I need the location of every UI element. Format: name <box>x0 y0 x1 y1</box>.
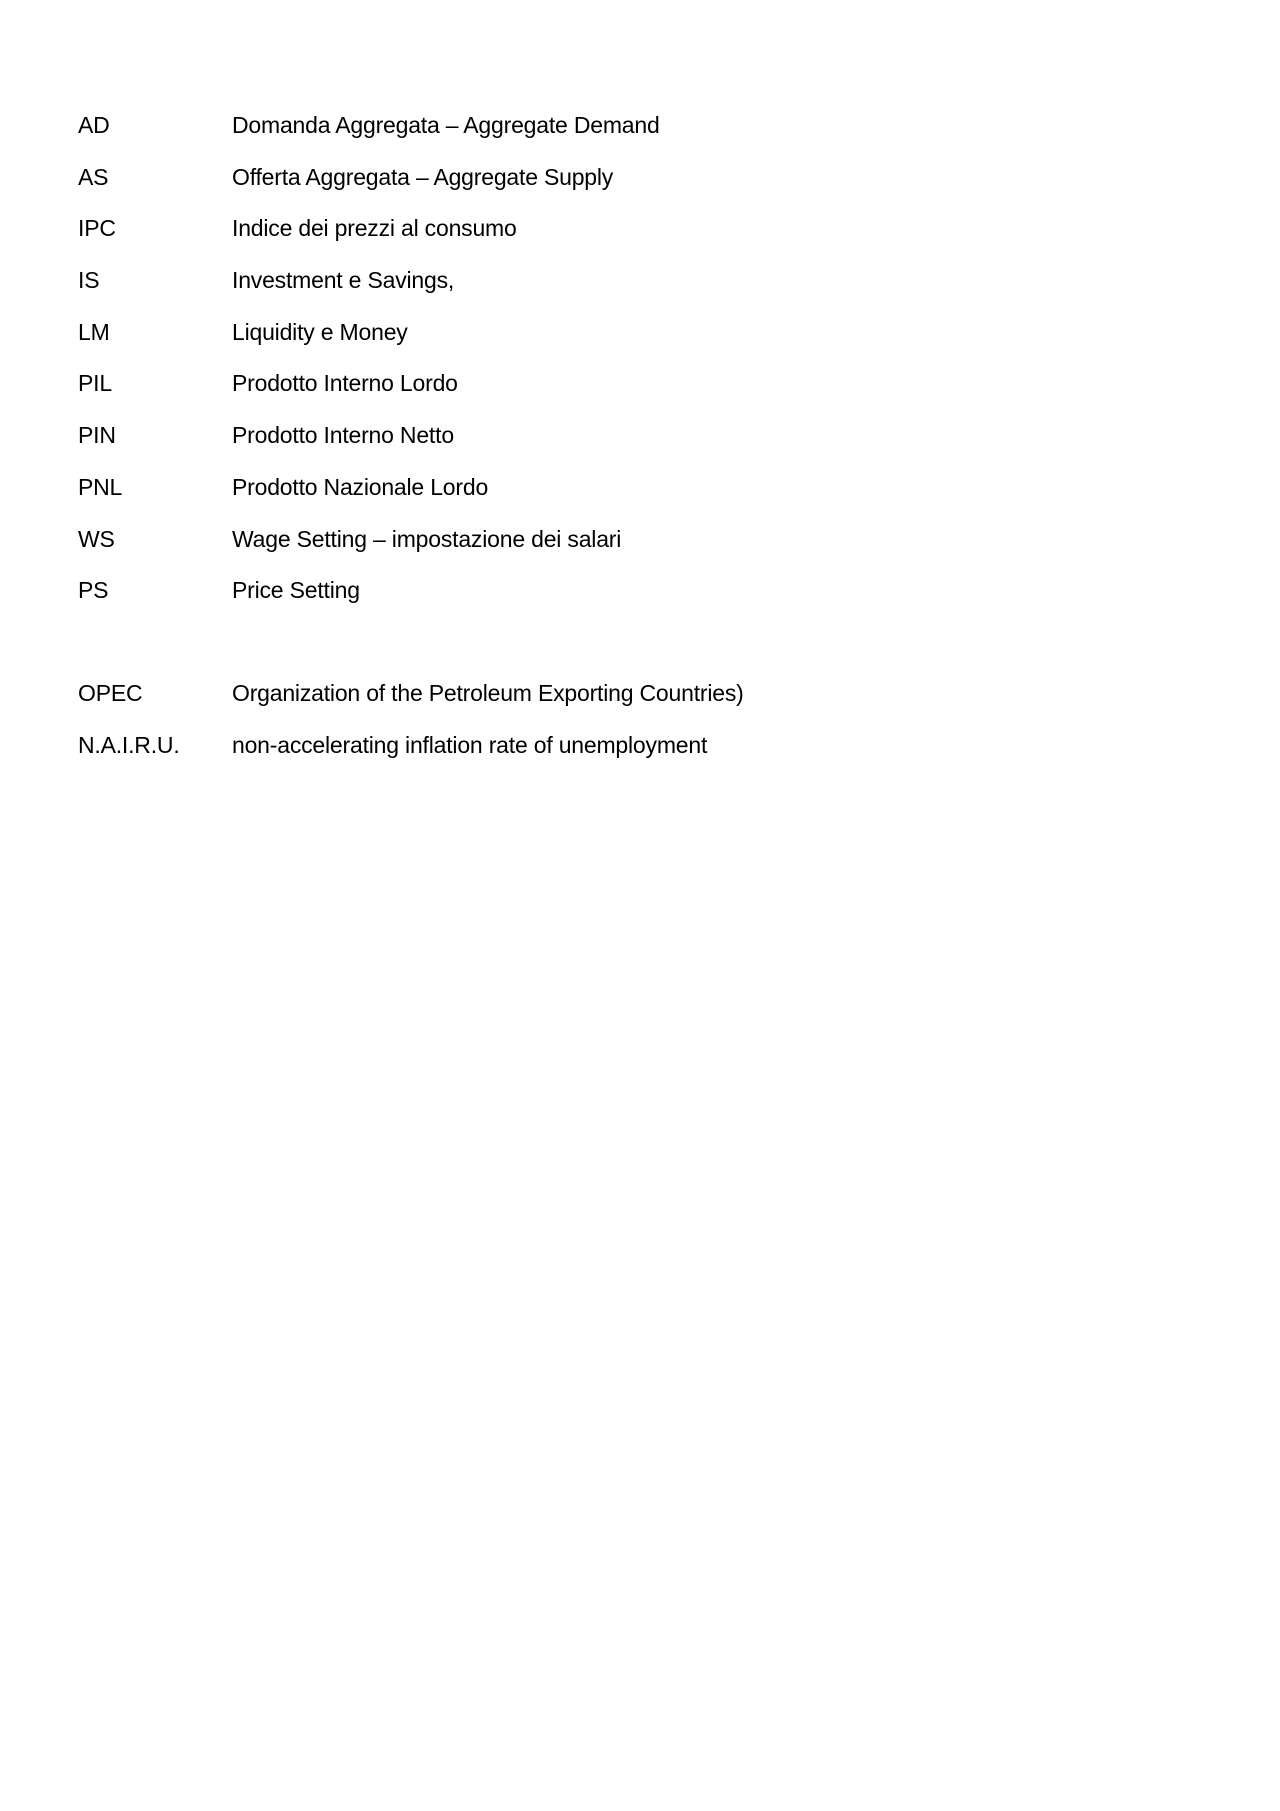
abbreviation-term: PNL <box>78 473 123 500</box>
abbreviation-row <box>78 522 1178 574</box>
abbreviation-definition: Organization of the Petroleum Exporting Countries) <box>232 679 744 706</box>
abbreviation-row <box>78 211 1178 263</box>
abbreviation-definition: Liquidity e Money <box>232 318 408 345</box>
abbreviation-definition: Prodotto Nazionale Lordo <box>232 473 489 500</box>
abbreviation-row <box>78 418 1178 470</box>
abbreviation-term: WS <box>78 525 115 552</box>
abbreviation-row <box>78 366 1178 418</box>
abbreviation-row <box>78 315 1178 367</box>
abbreviation-definition: non-accelerating inflation rate of unemployment <box>232 731 708 758</box>
abbreviation-definition: Investment e Savings, <box>232 267 455 294</box>
abbreviation-row <box>78 728 1178 780</box>
abbreviation-list <box>78 108 1178 779</box>
abbreviation-definition: Prodotto Interno Netto <box>232 422 454 449</box>
abbreviation-definition: Indice dei prezzi al consumo <box>232 215 517 242</box>
abbreviation-definition: Domanda Aggregata – Aggregate Demand <box>232 112 660 138</box>
abbreviation-definition: Offerta Aggregata – Aggregate Supply <box>232 163 614 190</box>
abbreviation-term: PIL <box>78 370 112 397</box>
abbreviation-term: AD <box>78 112 110 138</box>
abbreviation-term: LM <box>78 318 110 345</box>
abbreviation-definition: Wage Setting – impostazione dei salari <box>232 525 622 552</box>
abbreviation-term: OPEC <box>78 679 143 706</box>
blank-line <box>78 625 1178 676</box>
abbreviation-term: IPC <box>78 215 116 242</box>
abbreviation-definition: Prodotto Interno Lordo <box>232 370 458 397</box>
abbreviation-term: PS <box>78 577 109 604</box>
abbreviation-term: N.A.I.R.U. <box>78 731 180 758</box>
abbreviation-row <box>78 263 1178 315</box>
abbreviation-row <box>78 573 1178 625</box>
abbreviation-row <box>78 676 1178 728</box>
abbreviation-term: AS <box>78 163 109 190</box>
abbreviation-term: IS <box>78 267 100 294</box>
abbreviation-term: PIN <box>78 422 116 449</box>
abbreviation-definition: Price Setting <box>232 577 360 604</box>
abbreviation-row <box>78 160 1178 212</box>
abbreviation-row <box>78 470 1178 522</box>
abbreviation-row <box>78 108 1178 160</box>
